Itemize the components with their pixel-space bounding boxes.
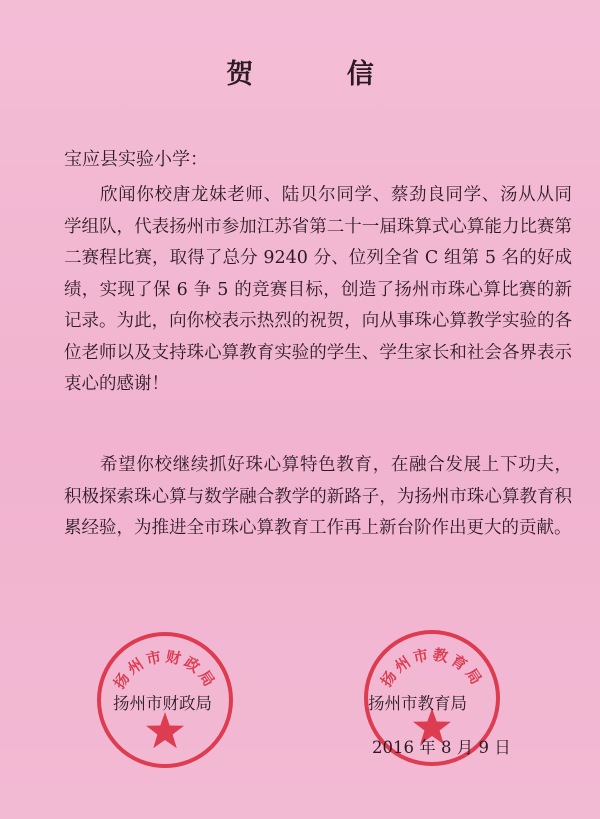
svg-text:扬州市教育局: 扬州市教育局 <box>377 645 487 691</box>
letter-title: 贺 信 <box>226 59 416 90</box>
letter-paragraph-2: 希望你校继续抓好珠心算特色教育，在融合发展上下功夫，积极探索珠心算与数学融合教学的新路子，为扬州市珠心算教育积累经验，为推进全市珠心算教育工作再上新台阶作出更大的贡献。 <box>64 455 572 538</box>
svg-text:扬州市财政局: 扬州市财政局 <box>110 647 220 693</box>
letter-greeting: 宝应县实验小学： <box>64 149 208 170</box>
letter-paragraph-1: 欣闻你校唐龙妹老师、陆贝尔同学、蔡劲良同学、汤从从同学组队，代表扬州市参加江苏省第二十一届珠算式心算能力比赛第二赛程比赛，取得了总分 9240 分、位列全省 C 组第 5 名的好成绩，实现了保 6 争 5 的竞赛目标，创造了扬州市珠心算比赛的新记录。为此，向你校表示热烈的祝贺，向从事珠心算教学实验的各位老师以及支持珠心算教育实验的学生、学生家长和社会各界表示衷心的感谢！ <box>64 185 572 394</box>
signature-education-bureau: 扬州市教育局 <box>368 694 467 713</box>
letter-date: 2016 年 8 月 9 日 <box>372 738 511 757</box>
signature-finance-bureau: 扬州市财政局 <box>113 694 212 713</box>
